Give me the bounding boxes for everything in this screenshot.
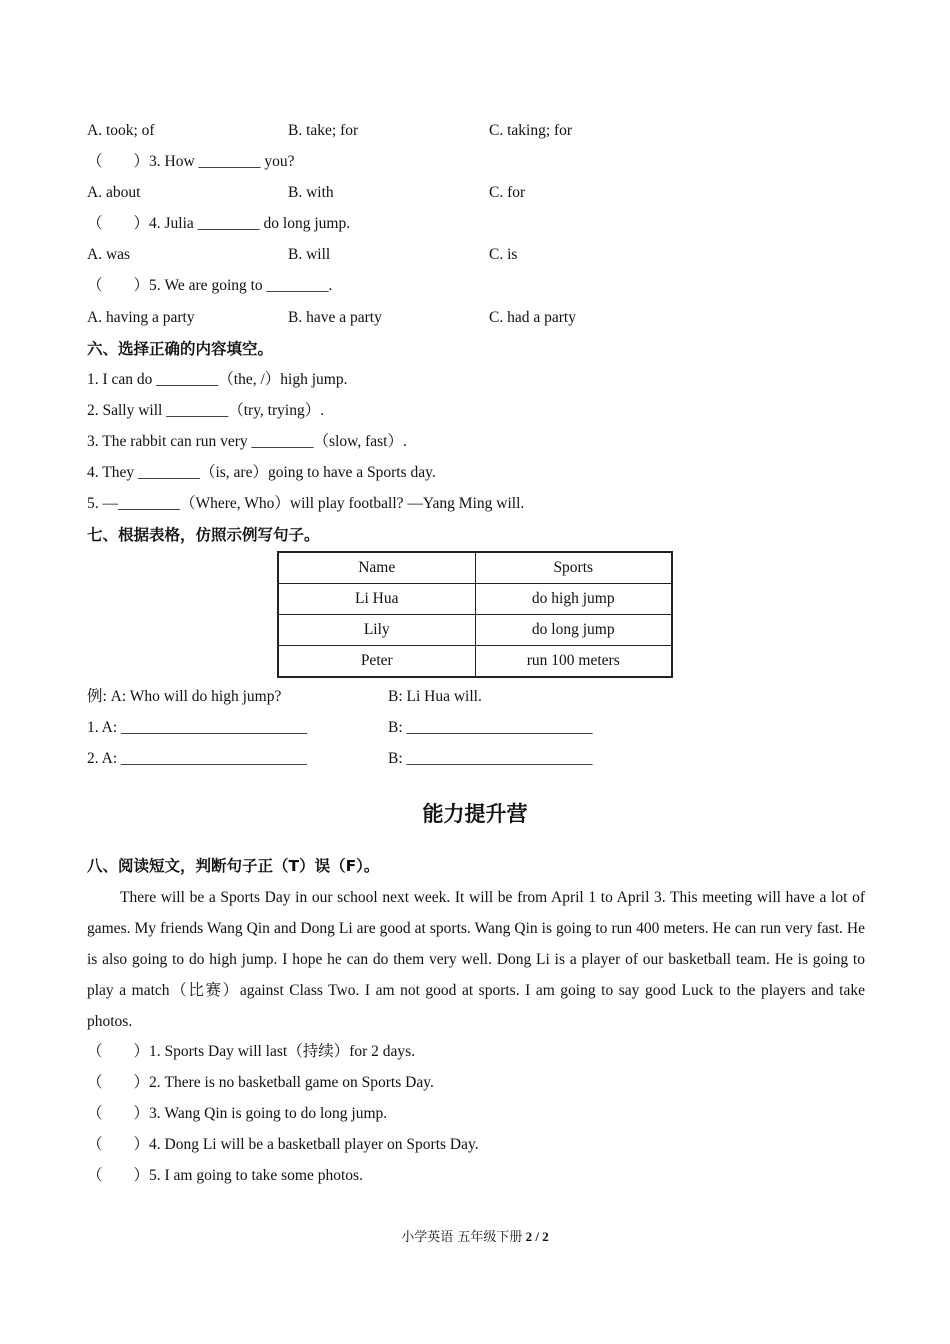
question-4: （ ）4. Julia ________ do long jump. <box>87 215 351 232</box>
section-7-heading: 七、根据表格，仿照示例写句子。 <box>87 526 320 544</box>
section-6-item-5: 5. —________（Where, Who）will play football? —Yang Ming will. <box>87 495 525 512</box>
question-5: （ ）5. We are going to ________. <box>87 277 333 294</box>
table-header-row <box>278 552 672 584</box>
ability-section-title: 能力提升营 <box>422 802 528 826</box>
section-6-item-4: 4. They ________（is, are）going to have a Sports day. <box>87 464 436 481</box>
table-cell: do long jump <box>475 615 672 646</box>
page-separator: / <box>535 1229 539 1244</box>
section-8-heading: 八、阅读短文，判断句子正（T）误（F）。 <box>87 857 380 875</box>
section-6-item-1: 1. I can do ________（the, /）high jump. <box>87 371 348 388</box>
q3-option-a: A. about <box>87 184 141 201</box>
answer-line-1-a[interactable]: 1. A: ________________________ <box>87 719 308 736</box>
page-footer <box>0 1226 950 1245</box>
answer-line-1-b[interactable]: B: ________________________ <box>388 719 593 736</box>
table-header-cell: Name <box>278 552 475 584</box>
q3-option-b: B. with <box>288 184 334 201</box>
q2-option-a: A. took; of <box>87 122 155 139</box>
answer-line-2-b[interactable]: B: ________________________ <box>388 750 593 767</box>
table-row <box>278 646 672 678</box>
table-cell: Peter <box>278 646 475 678</box>
q4-option-c: C. is <box>489 246 518 263</box>
answer-line-2-a[interactable]: 2. A: ________________________ <box>87 750 308 767</box>
table-header-cell: Sports <box>475 552 672 584</box>
page-total: 2 <box>542 1229 549 1244</box>
question-3: （ ）3. How ________ you? <box>87 153 295 170</box>
table-row <box>278 615 672 646</box>
reading-passage: There will be a Sports Day in our school next week. It will be from April 1 to April 3. This meeting will have a lot of games. My friends Wang Qin and Dong Li are good at sports. Wang Qin is going to run 400 meters. He can run very fast. He is also going to do high jump. I hope he can do them very well. Dong Li is a player of our basketball team. He is going to play a match（比赛）against Class Two. I am not good at sports. I am going to say good Luck to the players and take photos. <box>87 889 865 1030</box>
sports-table <box>277 551 673 678</box>
page-number: 2 <box>525 1229 533 1244</box>
table-cell: Li Hua <box>278 584 475 615</box>
section-6-item-2: 2. Sally will ________（try, trying）. <box>87 402 325 419</box>
statement-4: （ ）4. Dong Li will be a basketball player on Sports Day. <box>87 1136 479 1153</box>
example-question: 例: A: Who will do high jump? <box>87 688 282 705</box>
q2-option-b: B. take; for <box>288 122 359 139</box>
statement-3: （ ）3. Wang Qin is going to do long jump. <box>87 1105 388 1122</box>
q2-option-c: C. taking; for <box>489 122 573 139</box>
section-6-heading: 六、选择正确的内容填空。 <box>87 340 274 358</box>
q3-option-c: C. for <box>489 184 526 201</box>
section-6-item-3: 3. The rabbit can run very ________（slow, fast）. <box>87 433 407 450</box>
statement-5: （ ）5. I am going to take some photos. <box>87 1167 363 1184</box>
q4-option-a: A. was <box>87 246 131 263</box>
q5-option-b: B. have a party <box>288 309 382 326</box>
table-cell: Lily <box>278 615 475 646</box>
table-cell: do high jump <box>475 584 672 615</box>
statement-1: （ ）1. Sports Day will last（持续）for 2 days. <box>87 1043 416 1060</box>
q4-option-b: B. will <box>288 246 331 263</box>
table-row <box>278 584 672 615</box>
example-answer: B: Li Hua will. <box>388 688 482 705</box>
footer-subject: 小学英语 五年级下册 <box>401 1230 523 1245</box>
statement-2: （ ）2. There is no basketball game on Sports Day. <box>87 1074 434 1091</box>
q5-option-a: A. having a party <box>87 309 195 326</box>
table-cell: run 100 meters <box>475 646 672 678</box>
q5-option-c: C. had a party <box>489 309 576 326</box>
